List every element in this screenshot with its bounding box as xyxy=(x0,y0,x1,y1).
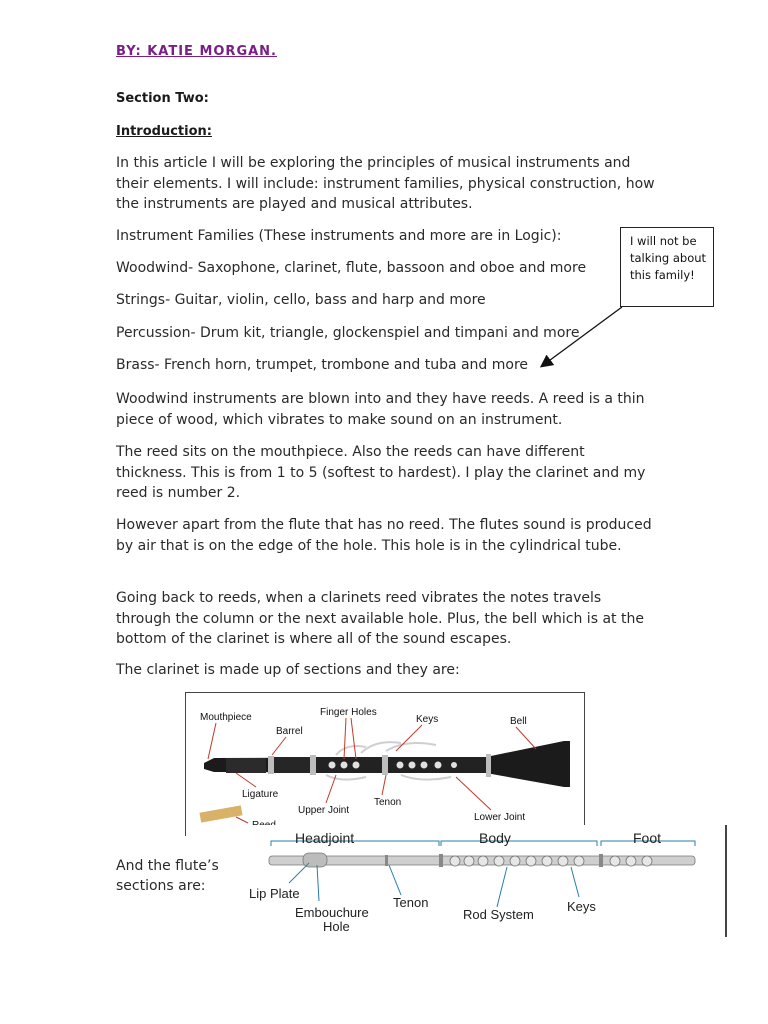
label-foot: Foot xyxy=(633,830,662,846)
label-tenon: Tenon xyxy=(374,797,402,808)
author-byline: BY: KATIE MORGAN. xyxy=(116,44,277,59)
flute-diagram xyxy=(243,825,727,937)
family-strings: Strings- Guitar, violin, cello, bass and harp and more xyxy=(116,292,486,308)
family-woodwind: Woodwind- Saxophone, clarinet, flute, bassoon and oboe and more xyxy=(116,260,587,276)
paragraph-reed-thickness: The reed sits on the mouthpiece. Also the reeds can have different thickness. This is from 1 to 5 (softest to hardest). I play the clarinet and my reed is number 2. xyxy=(116,444,646,501)
clarinet-sections-intro: The clarinet is made up of sections and they are: xyxy=(116,662,460,678)
section-heading: Section Two: xyxy=(116,91,209,106)
label-embouchure: Embouchure xyxy=(295,905,369,920)
label-tenon-flute: Tenon xyxy=(393,895,429,910)
label-lower-joint: Lower Joint xyxy=(474,812,526,823)
label-headjoint: Headjoint xyxy=(295,830,355,846)
label-body: Body xyxy=(479,830,511,846)
flute-sections-intro: And the flute’s sections are: xyxy=(116,858,219,894)
label-rod-system: Rod System xyxy=(463,907,534,922)
label-bell: Bell xyxy=(510,716,527,727)
families-heading: Instrument Families (These instruments and more are in Logic): xyxy=(116,228,562,244)
family-percussion: Percussion- Drum kit, triangle, glockenspiel and timpani and more xyxy=(116,325,580,341)
intro-paragraph: In this article I will be exploring the principles of musical instruments and their elements. I will include: instrument families, physical construction, how the instruments are played and musical attributes. xyxy=(116,155,655,212)
paragraph-flute-sound: However apart from the flute that has no reed. The flutes sound is produced by air that is on the edge of the hole. This hole is in the cylindrical tube. xyxy=(116,517,652,554)
clarinet-diagram xyxy=(185,692,585,836)
note-arrow xyxy=(0,0,768,400)
paragraph-reed-vibration: Going back to reeds, when a clarinets reed vibrates the notes travels through the column or the next available hole. Plus, the bell which is at the bottom of the clarinet is where all of the sound escapes. xyxy=(116,590,644,647)
family-brass: Brass- French horn, trumpet, trombone and tuba and more xyxy=(116,357,529,373)
label-upper-joint: Upper Joint xyxy=(298,805,350,816)
paragraph-woodwind: Woodwind instruments are blown into and they have reeds. A reed is a thin piece of wood, which vibrates to make sound on an instrument. xyxy=(116,391,645,428)
label-embouchure-hole: Hole xyxy=(323,919,350,934)
label-barrel: Barrel xyxy=(276,726,303,737)
label-lip-plate: Lip Plate xyxy=(249,886,300,901)
label-mouthpiece: Mouthpiece xyxy=(200,712,252,723)
label-keys-flute: Keys xyxy=(567,899,596,914)
note-box: I will not be talking about this family! xyxy=(620,227,714,307)
label-finger-holes: Finger Holes xyxy=(320,707,377,718)
label-keys: Keys xyxy=(416,714,439,725)
label-ligature: Ligature xyxy=(242,789,279,800)
introduction-heading: Introduction: xyxy=(116,124,212,139)
